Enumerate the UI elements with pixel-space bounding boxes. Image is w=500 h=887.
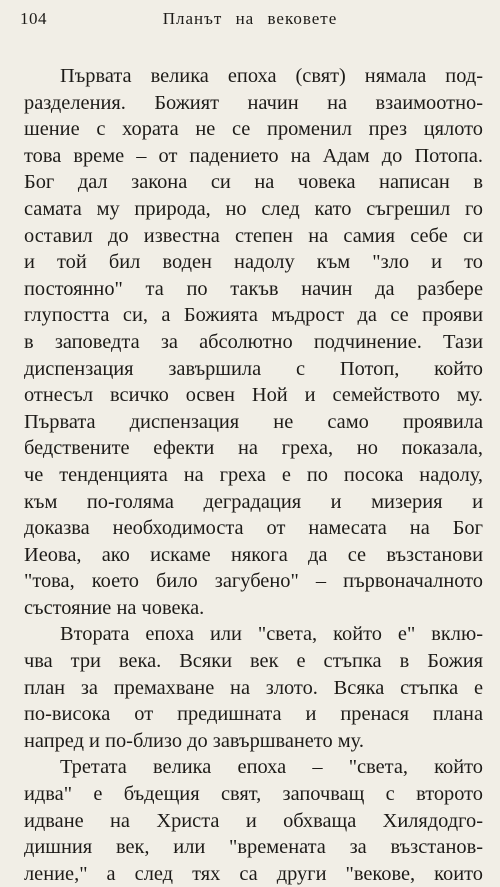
- text-line: че тенденцията на греха е по посока надолу,: [24, 463, 483, 486]
- text-line: идване на Христа и обхваща Хилядодго-: [24, 809, 483, 832]
- text-line: доказва необходимоста от намесата на Бог: [24, 517, 483, 540]
- text-line: това време – от падението на Адам до Потопа.: [24, 144, 483, 167]
- paragraph-third-epoch: [24, 754, 483, 887]
- text-line: чва три века. Всяки век е стъпка в Божия: [24, 650, 483, 673]
- text-line: към по-голяма деградация и мизерия и: [24, 490, 483, 513]
- text-line: състояние на човека.: [24, 596, 205, 619]
- paragraph-first-epoch: [24, 63, 483, 621]
- text-line: оставил до известна степен на самия себе си: [24, 224, 483, 247]
- text-line: Иеова, ако искаме някога да се възстанови: [24, 543, 483, 566]
- text-line: разделения. Божият начин на взаимоотно-: [24, 91, 483, 114]
- text-line: Първата велика епоха (свят) нямала под-: [60, 65, 483, 87]
- text-line: дишния век, или "времената за възстанов-: [24, 836, 483, 859]
- text-line: "това, което било загубено" – първоначалното: [24, 570, 483, 593]
- text-line: Втората епоха или "света, който е" вклю-: [60, 623, 483, 646]
- text-line: напред и по-близо до завършването му.: [24, 729, 364, 752]
- text-line: Първата диспензация не само проявила: [24, 410, 483, 433]
- text-line: бедствените ефекти на греха, но показала,: [24, 437, 483, 460]
- paragraph-second-epoch: [24, 621, 483, 754]
- text-line: и той бил воден надолу към "зло и то: [24, 251, 483, 274]
- body-text: [24, 63, 483, 887]
- running-title: Планът на вековете: [162, 9, 338, 28]
- text-line: Третата велика епоха – "света, който: [60, 756, 483, 779]
- text-line: шение с хората не се променил през цялото: [24, 118, 483, 141]
- text-line: план за премахване на злото. Всяка стъпка е: [24, 676, 483, 699]
- text-line: ление," а след тях са други "векове, които: [24, 862, 483, 885]
- text-line: диспензация завършила с Потоп, който: [24, 357, 483, 380]
- text-line: по-висока от предишната и пренася плана: [24, 703, 483, 726]
- text-line: идва" е бъдещия свят, започващ с второто: [24, 783, 483, 806]
- text-line: глупостта си, а Божията мъдрост да се прояви: [24, 304, 483, 327]
- page-number: 104: [20, 9, 47, 28]
- text-line: постоянно" та по такъв начин да разбере: [24, 277, 483, 300]
- text-line: Бог дал закона си на човека написан в: [24, 171, 483, 194]
- text-line: в заповедта за абсолютно подчинение. Тази: [24, 330, 483, 353]
- text-line: отнесъл всичко освен Ной и семейството му.: [24, 384, 483, 407]
- page-header: [20, 8, 480, 30]
- text-line: самата му природа, но след като съгрешил го: [24, 197, 483, 220]
